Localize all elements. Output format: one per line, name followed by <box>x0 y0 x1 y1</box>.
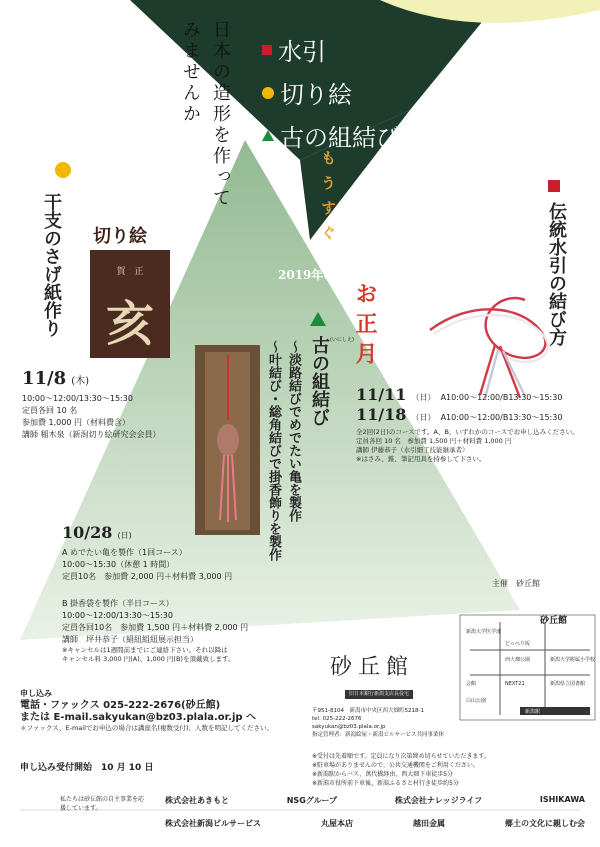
kumi-b-line: ※キャンセルは1週間前までにご連絡下さい。それ以降は <box>62 646 228 654</box>
note-line: ※駐車場がありませんので、公共交通機関をご利用ください。 <box>312 762 479 769</box>
sponsor-row-2 <box>165 818 585 829</box>
kirie-card-char: 亥 <box>105 296 154 352</box>
map-label: 西大畑公園 <box>505 657 531 663</box>
kumi-date: 10/28 <box>62 523 113 542</box>
kumi-b-line: キャンセル料 3,000 円(A)、1,000 円(B)を頂戴致します。 <box>62 655 235 663</box>
kirie-date: 11/8 <box>22 368 67 389</box>
venue-address <box>312 707 472 739</box>
map-label: どっぺり坂 <box>505 641 530 647</box>
map-label: 会館 <box>466 681 477 687</box>
mizuhiki-date1-row <box>356 385 562 404</box>
sponsor-logo: 株式会社ナレッジライフ <box>394 796 483 805</box>
apply-heading: 申し込み <box>20 689 52 698</box>
mizuhiki-wd1: （日） <box>411 393 436 402</box>
kirie-badge: 切り絵 <box>93 226 147 247</box>
mizuhiki-date2-row <box>356 405 562 424</box>
sponsor-logo: NSGグループ <box>286 796 338 805</box>
mizuhiki-line: 講師 伊藤恭子（水引細工技能継承者） <box>356 446 469 454</box>
mizuhiki-date1: 11/11 <box>356 385 407 404</box>
legend-kirie <box>262 75 400 110</box>
kumi-a-line: 10:00～15:30（休憩 1 時間） <box>62 560 175 569</box>
sponsor-logo: 丸屋本店 <box>321 819 353 828</box>
kirie-line: 10:00～12:00/13:30～15:30 <box>22 394 133 403</box>
mizuhiki-details <box>356 428 592 464</box>
kirie-date-row <box>22 368 89 389</box>
kirie-line: 講師 稲木泉（新潟切り絵研究会会員） <box>22 430 161 439</box>
mizuhiki-line: 全2回(2日)のコースです。A、B、いずれかのコースでお申し込みください。 <box>356 428 579 436</box>
venue-addr-line: 〒951-8104 新潟市中央区西大畑町5218-1 <box>312 708 424 714</box>
green-triangle-icon <box>310 312 326 326</box>
venue-addr-line: tel. 025-222-2676 <box>312 716 362 722</box>
apply-start: 申し込み受付開始 10 月 10 日 <box>20 763 154 773</box>
mizuhiki-line: ※はさみ、錐、筆記用具を持参して下さい。 <box>356 455 486 463</box>
kirie-line: 参加費 1,000 円（材料費含） <box>22 418 130 427</box>
apply-section <box>20 688 310 733</box>
sponsor-intro: 私たちは砂丘館の自主事業を応援しています。 <box>60 796 145 812</box>
sponsor-logo: 越田金属 <box>413 819 445 828</box>
red-square-icon <box>262 45 272 55</box>
mizuhiki-wd2: （日） <box>411 413 436 422</box>
kumi-sub2: ～叶結び・総角結びで掛香飾りを製作 <box>266 340 281 561</box>
map-label: NEXT21 <box>505 681 525 687</box>
kirie-card-top: 賀 正 <box>116 267 144 277</box>
sponsor-logo: 株式会社あきもと <box>165 796 229 805</box>
venue-logo: 砂丘館 <box>330 655 415 680</box>
kumi-a-line: 定員10名 参加費 2,000 円＋材料費 3,000 円 <box>62 572 233 581</box>
kirie-line: 定員各回 10 名 <box>22 406 78 415</box>
sponsor-logo: 株式会社新潟ビルサービス <box>165 819 261 828</box>
kirie-title: 干支のさげ紙作り <box>41 193 62 337</box>
legend-label: 水引 <box>278 38 326 66</box>
map-label: 白山公園 <box>466 698 487 704</box>
kumi-title: 古の組結び <box>309 336 330 426</box>
organizer: 主催 砂丘館 <box>492 579 540 588</box>
map-label: 新潟駅 <box>525 709 541 715</box>
mizuhiki-time2: A10:00～12:00/B13:30～15:30 <box>440 413 563 422</box>
legend-mizuhiki <box>262 32 400 67</box>
mizuhiki-title: 伝統水引の結び方 <box>546 202 567 346</box>
kirie-card <box>90 250 170 358</box>
sponsor-row-1 <box>165 795 585 806</box>
map-label: 新潟県立図書館 <box>550 681 586 687</box>
legend-label: 切り絵 <box>280 81 352 109</box>
kumi-sub1: ～淡路結びでめでたい亀を製作 <box>286 340 301 522</box>
venue-sub: 旧日本銀行新潟支店長役宅 <box>345 690 413 699</box>
map-label: 新潟大学医学部 <box>466 629 502 635</box>
kirie-details <box>22 393 192 441</box>
yellow-circle-icon <box>262 87 274 99</box>
sponsor-logo: 郷土の文化に親しむ会 <box>505 819 585 828</box>
mizuhiki-time1: A10:00～12:00/B13:30～15:30 <box>440 393 563 402</box>
kumi-weekday: (日) <box>117 531 132 540</box>
course-legend <box>262 32 400 153</box>
kumi-a-title: A めでたい亀を製作（1回コース） <box>62 548 187 557</box>
kumi-date-row <box>62 523 132 542</box>
map-title: 砂丘館 <box>540 616 568 626</box>
note-line: ※新潟駅からバス、萬代橋経由、西大畑下車徒歩5分 <box>312 771 454 778</box>
sponsor-logo: ISHIKAWA <box>539 795 585 804</box>
kirie-weekday: (木) <box>71 376 90 387</box>
mizuhiki-illustration <box>430 298 548 398</box>
notes <box>312 752 592 788</box>
apply-email: または E-mail.sakyukan@bz03.plala.or.jp へ <box>20 712 257 723</box>
red-square-icon <box>548 180 560 192</box>
mousugu-text: もうすぐ <box>319 150 337 250</box>
apply-note: ＊ファックス、E-mailでお申込の場合は講座名(複数受付)、人数を明記してください。 <box>20 724 273 732</box>
kumi-b-details <box>62 598 282 664</box>
venue-addr-line: 指定管理者：新潟絵屋・新潟ビルサービス共同事業体 <box>312 732 445 738</box>
apply-tel: 電話・ファックス 025-222-2676(砂丘館) <box>20 700 221 711</box>
note-line: ※受付は先着順です。定員になり次第締め切らせていただきます。 <box>312 753 490 760</box>
note-line: ※新潟市役所前下車後、新潟ふるさと村行き徒歩約5分 <box>312 780 459 787</box>
legend-kumi <box>262 118 400 153</box>
kumi-b-line: 10:00～12:00/13:30～15:30 <box>62 611 173 620</box>
tagline: 日本の造形を作ってみませんか <box>180 20 231 209</box>
year-text: 2019年の <box>278 268 336 282</box>
kumi-a-details <box>62 547 262 583</box>
yellow-circle-icon <box>55 162 71 178</box>
kumi-b-title: B 掛香袋を製作（半日コース） <box>62 599 174 608</box>
kumi-b-line: 定員各回10名 参加費 1,500 円＋材料費 2,000 円 <box>62 623 249 632</box>
mizuhiki-line: 定員各回 10 名 参加費 1,500 円＋材料費 1,000 円 <box>356 437 512 445</box>
green-triangle-icon <box>262 130 274 141</box>
kumi-ruby: (いにしえ) <box>330 337 354 343</box>
kumi-b-line: 講師 坪井恭子（絹紐組紐展示担当） <box>62 635 198 644</box>
mizuhiki-date2: 11/18 <box>356 405 407 424</box>
map-label: 新潟大学附属小学校 <box>550 657 596 663</box>
legend-label: 古の組結び <box>280 124 400 152</box>
oshogatsu-text: お正月 <box>352 282 378 372</box>
venue-addr-line: sakyukan@bz03.plala.or.jp <box>312 724 386 730</box>
